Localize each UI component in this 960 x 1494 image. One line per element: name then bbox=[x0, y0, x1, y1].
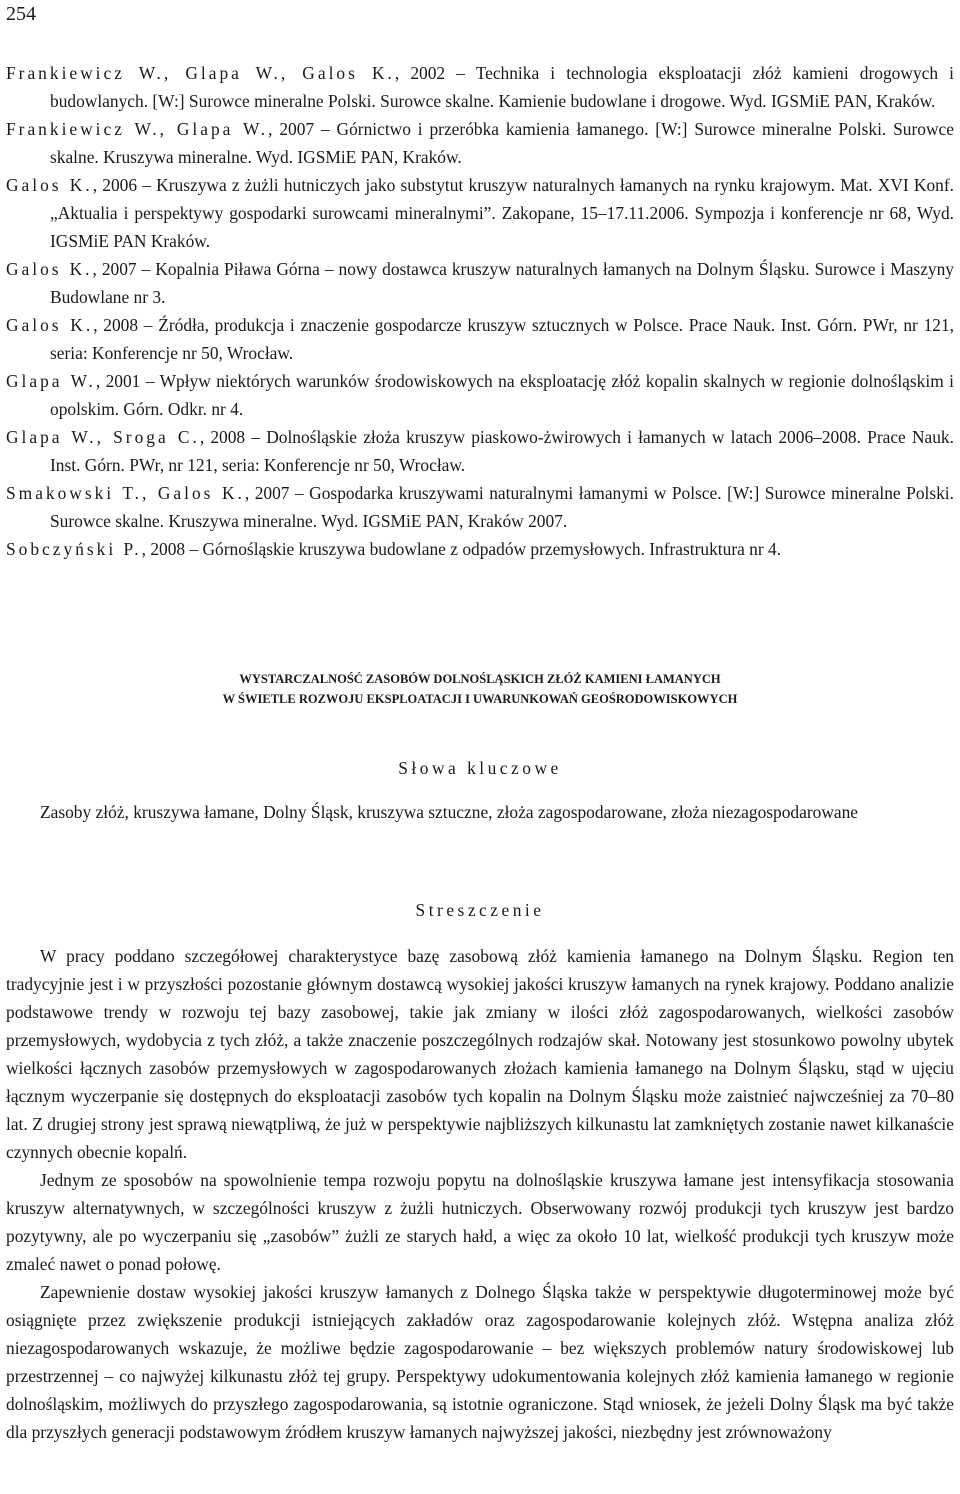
reference-text: , 2006 – Kruszywa z żużli hutniczych jako substytut kruszyw naturalnych łamanych na rynku krajowym. Mat. XVI Konf. „Aktualia i perspektywy gospodarki surowcami mineralnymi”. Zakopane, 15–17.11.2006. Sympozja i konferencje nr 68, Wyd. IGSMiE PAN Kraków. bbox=[50, 175, 955, 251]
reference-text: , 2007 – Gospodarka kruszywami naturalnymi łamanymi w Polsce. [W:] Surowce mineralne Polski. Surowce skalne. Kruszywa mineralne. Wyd. IGSMiE PAN, Kraków 2007. bbox=[50, 483, 954, 531]
article-title-line-1: WYSTARCZALNOŚĆ ZASOBÓW DOLNOŚLĄSKICH ZŁÓŻ KAMIENI ŁAMANYCH bbox=[239, 672, 721, 686]
reference-text: , 2007 – Kopalnia Piława Górna – nowy dostawca kruszyw naturalnych łamanych na Dolnym Śląsku. Surowce i Maszyny Budowlane nr 3. bbox=[50, 259, 955, 307]
article-title-line-2: W ŚWIETLE ROZWOJU EKSPLOATACJI I UWARUNKOWAŃ GEOŚRODOWISKOWYCH bbox=[222, 692, 738, 706]
reference-item bbox=[6, 535, 954, 563]
abstract-paragraph: W pracy poddano szczegółowej charakterystyce bazę zasobową złóż kamienia łamanego na Dolnym Śląsku. Region ten tradycyjnie jest i w przyszłości pozostanie głównym dostawcą wysokiej jakości kruszyw łamanych na rynek krajowy. Poddano analizie podstawowe trendy w rozwoju tej bazy zasobowej, takie jak zmiany w ilości złóż zagospodarowanych, wielkości zasobów przemysłowych, wydobycia z tych złóż, a także znaczenie poszczególnych rodzajów skał. Notowany jest stosunkowo powolny ubytek wielkości łącznych zasobów przemysłowych w zagospodarowanych złożach kamienia łamanego na Dolnym Śląsku, stąd w ujęciu łącznym wyczerpanie się dostępnych do eksploatacji zasobów tych kopalin na Dolnym Śląsku może zaistnieć najwcześniej za 70–80 lat. Z drugiej strony jest sprawą niewątpliwą, że już w perspektywie najbliższych kilkunastu lat zamkniętych zostanie nawet kilkanaście czynnych obecnie kopalń. bbox=[6, 946, 954, 1162]
reference-item bbox=[6, 59, 954, 115]
reference-text: , 2001 – Wpływ niektórych warunków środowiskowych na eksploatację złóż kopalin skalnych w regionie dolnośląskim i opolskim. Górn. Odkr. nr 4. bbox=[50, 371, 954, 419]
reference-text: , 2008 – Dolnośląskie złoża kruszyw piaskowo-żwirowych i łamanych w latach 2006–2008. Prace Nauk. Inst. Górn. PWr, nr 121, seria: Konferencje nr 50, Wrocław. bbox=[50, 427, 954, 475]
reference-authors: Frankiewicz W., Glapa W. bbox=[6, 119, 269, 139]
reference-authors: Galos K. bbox=[6, 315, 94, 335]
reference-authors: Galos K. bbox=[6, 259, 93, 279]
reference-item bbox=[6, 115, 954, 171]
references-list bbox=[6, 59, 954, 563]
reference-item bbox=[6, 367, 954, 423]
reference-item bbox=[6, 255, 954, 311]
reference-authors: Frankiewicz W., Glapa W., Galos K. bbox=[6, 63, 395, 83]
keywords-heading: Słowa kluczowe bbox=[398, 758, 562, 778]
reference-text: , 2007 – Górnictwo i przeróbka kamienia łamanego. [W:] Surowce mineralne Polski. Surowce skalne. Kruszywa mineralne. Wyd. IGSMiE PAN, Kraków. bbox=[50, 119, 954, 167]
reference-authors: Glapa W., Sroga C. bbox=[6, 427, 200, 447]
reference-text: , 2008 – Źródła, produkcja i znaczenie gospodarcze kruszyw sztucznych w Polsce. Prace Nauk. Inst. Górn. PWr, nr 121, seria: Konferencje nr 50, Wrocław. bbox=[50, 315, 955, 363]
abstract-paragraph: Jednym ze sposobów na spowolnienie tempa rozwoju popytu na dolnośląskie kruszywa łamane jest intensyfikacja stosowania kruszyw alternatywnych, w szczególności kruszyw z żużli hutniczych. Obserwowany rozwój produkcji tych kruszyw jest bardzo pozytywny, ale po wyczerpaniu się „zasobów” żużli ze starych hałd, a więc za około 10 lat, wielkość produkcji tych kruszyw może zmaleć nawet o ponad połowę. bbox=[6, 1170, 954, 1274]
reference-authors: Glapa W. bbox=[6, 371, 96, 391]
reference-text: , 2008 – Górnośląskie kruszywa budowlane z odpadów przemysłowych. Infrastruktura nr 4. bbox=[141, 539, 782, 559]
keywords-text: Zasoby złóż, kruszywa łamane, Dolny Śląsk, kruszywa sztuczne, złoża zagospodarowane, złoża niezagospodarowane bbox=[40, 802, 859, 822]
reference-item bbox=[6, 423, 954, 479]
abstract-heading: Streszczenie bbox=[415, 900, 545, 920]
reference-text: , 2002 – Technika i technologia eksploatacji złóż kamieni drogowych i budowlanych. [W:] Surowce mineralne Polski. Surowce skalne. Kamienie budowlane i drogowe. Wyd. IGSMiE PAN, Kraków. bbox=[50, 63, 954, 111]
page-number: 254 bbox=[6, 3, 36, 25]
reference-item bbox=[6, 479, 954, 535]
reference-authors: Galos K. bbox=[6, 175, 93, 195]
reference-item bbox=[6, 311, 954, 367]
reference-item bbox=[6, 171, 954, 255]
reference-authors: Smakowski T., Galos K. bbox=[6, 483, 245, 503]
abstract-paragraph: Zapewnienie dostaw wysokiej jakości kruszyw łamanych z Dolnego Śląska także w perspektywie długoterminowej może być osiągnięte przez zwiększenie produkcji istniejących zakładów oraz zagospodarowanie kolejnych złóż. Wstępna analiza złóż niezagospodarowanych wskazuje, że możliwe będzie zagospodarowanie – bez większych problemów natury środowiskowej lub przestrzennej – co najwyżej kilkunastu złóż tej grupy. Perspektywy udokumentowania kolejnych złóż kamienia łamanego w regionie dolnośląskim, możliwych do przyszłego zagospodarowania, są istotnie ograniczone. Stąd wniosek, że jeżeli Dolny Śląsk ma być także dla przyszłych generacji podstawowym źródłem kruszyw łamanych najwyższej jakości, niezbędny jest zrównoważony bbox=[6, 1282, 954, 1442]
abstract-body bbox=[6, 942, 954, 1446]
reference-authors: Sobczyński P. bbox=[6, 539, 142, 559]
